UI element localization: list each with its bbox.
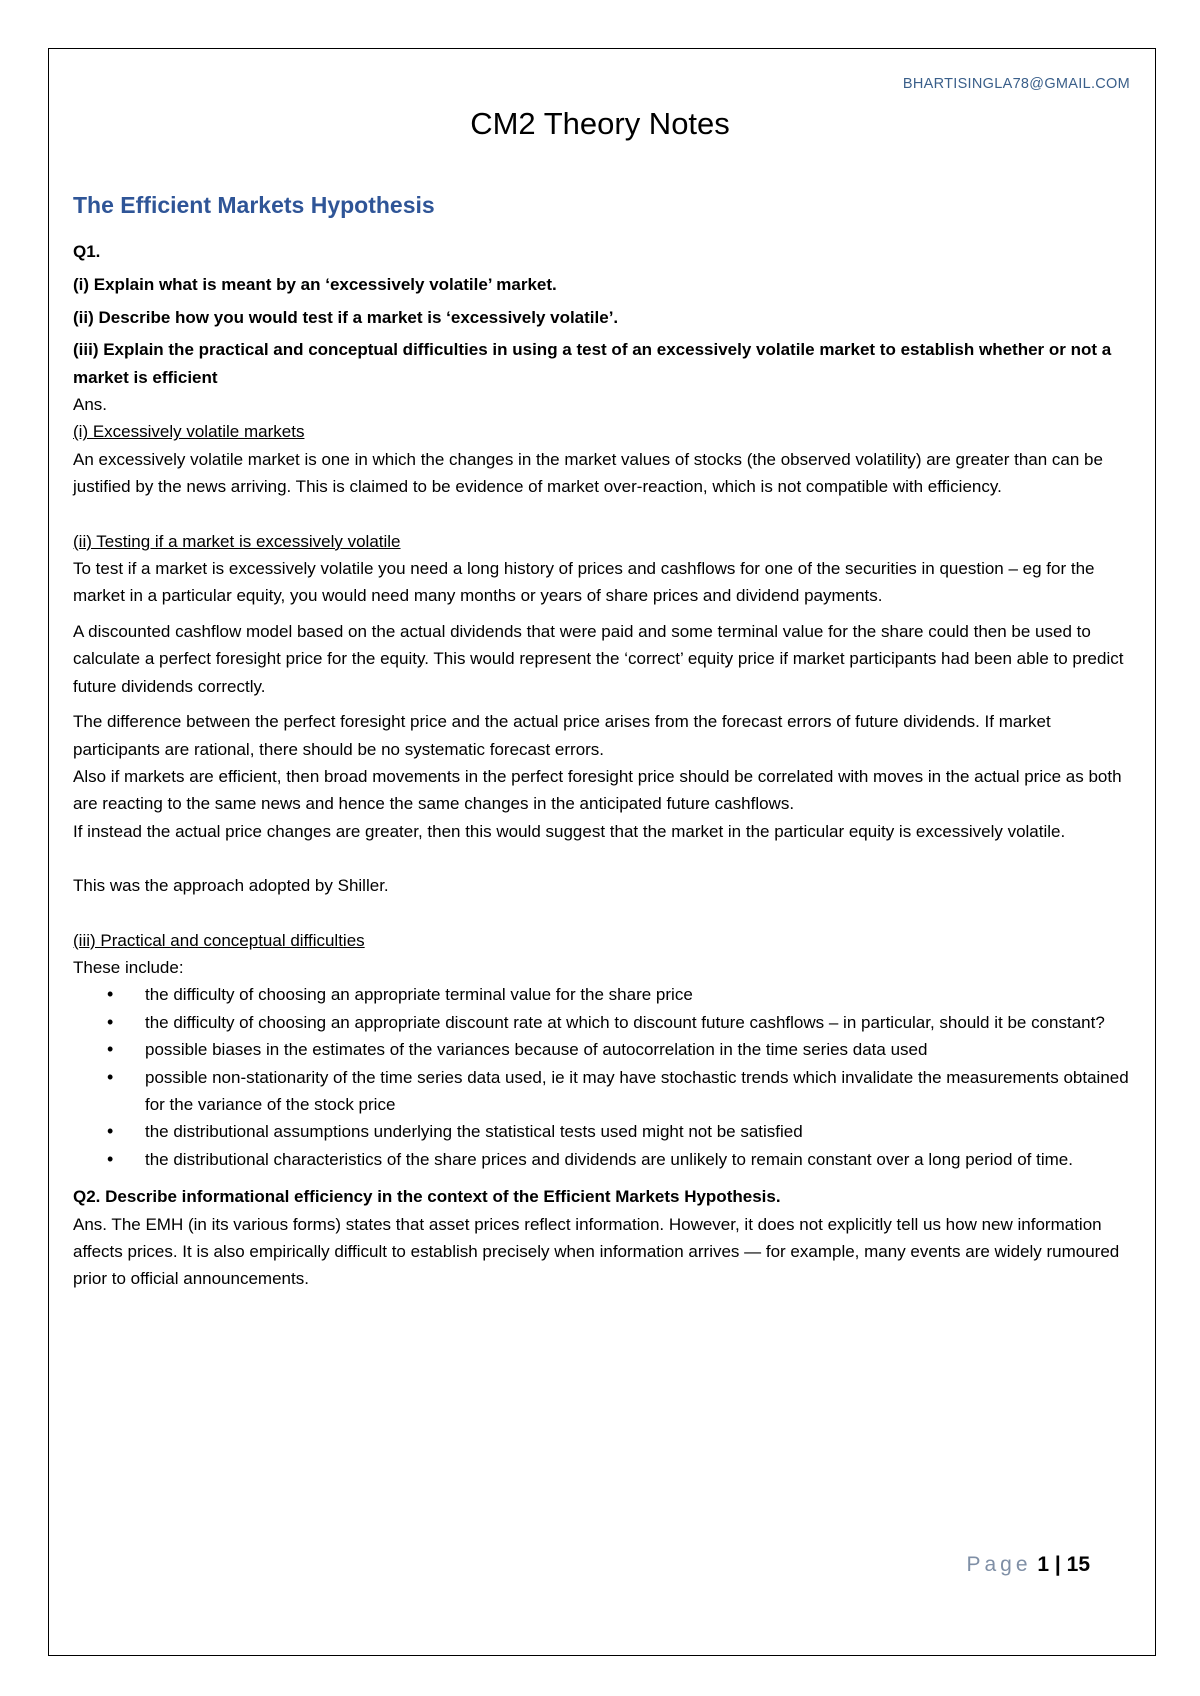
subsection-ii-paragraph-2: A discounted cashflow model based on the actual dividends that were paid and some terminal value for the share could then be used to calculate a perfect foresight price for the equity. This would represent the ‘correct’ equity price if market participants had been able to predict future dividends correctly. [73,621,1124,696]
list-item: • the difficulty of choosing an appropriate discount rate at which to discount future cashflows – in particular, should it be constant? [145,1009,1133,1036]
page-title: CM2 Theory Notes [470,106,730,141]
total-pages: 15 [1066,1553,1090,1576]
question-1-part-ii: (ii) Describe how you would test if a market is ‘excessively volatile’. [73,307,619,327]
subsection-ii-paragraph-4: Also if markets are efficient, then broad movements in the perfect foresight price should be correlated with moves in the actual price as both are reacting to the same news and hence the same changes in the anticipated future cashflows. [73,766,1122,814]
list-item: • the distributional characteristics of the share prices and dividends are unlikely to remain constant over a long period of time. [145,1146,1133,1173]
subsection-ii-paragraph-6: This was the approach adopted by Shiller. [73,876,389,896]
list-item: • the distributional assumptions underlying the statistical tests used might not be satisfied [145,1118,1133,1145]
list-item: • possible non-stationarity of the time series data used, ie it may have stochastic trends which invalidate the measurements obtained for the variance of the stock price [145,1064,1133,1119]
answer-label: Ans. [73,395,108,415]
document-body [73,190,1133,1293]
page-word: Page [966,1553,1032,1576]
difficulties-list [73,981,1133,1173]
question-1-part-iii: (iii) Explain the practical and conceptual difficulties in using a test of an excessively volatile market to establish whether or not a market is efficient [73,340,1112,387]
subsection-iii-intro: These include: [73,957,184,977]
subsection-ii-paragraph-5: If instead the actual price changes are greater, then this would suggest that the market in the particular equity is excessively volatile. [73,821,1066,841]
page-separator: | [1054,1553,1061,1576]
question-1-label: Q1. [73,242,101,261]
subsection-text-i: An excessively volatile market is one in which the changes in the market values of stocks (the observed volatility) are greater than can be justified by the news arriving. This is claimed to be evidence of market over-reaction, which is not compatible with efficiency. [73,449,1103,497]
header-email: BHARTISINGLA78@GMAIL.COM [902,76,1130,92]
subsection-heading-ii: (ii) Testing if a market is excessively volatile [73,531,401,551]
list-item: • possible biases in the estimates of the variances because of autocorrelation in the time series data used [145,1036,1133,1063]
list-item: • the difficulty of choosing an appropriate terminal value for the share price [145,981,1133,1008]
question-1-part-i: (i) Explain what is meant by an ‘excessively volatile’ market. [73,275,557,295]
section-heading: The Efficient Markets Hypothesis [73,192,435,218]
subsection-heading-iii: (iii) Practical and conceptual difficulties [73,930,365,950]
page-number: 1 [1037,1553,1050,1576]
subsection-ii-paragraph-3: The difference between the perfect foresight price and the actual price arises from the forecast errors of future dividends. If market participants are rational, there should be no systematic forecast errors. [73,712,1051,759]
subsection-ii-paragraph-1: To test if a market is excessively volatile you need a long history of prices and cashflows for one of the securities in question – eg for the market in a particular equity, you would need many months or years of share prices and dividend payments. [73,559,1095,606]
question-2-answer: Ans. The EMH (in its various forms) states that asset prices reflect information. However, it does not explicitly tell us how new information affects prices. It is also empirically difficult to establish precisely when information arrives — for example, many events are widely rumoured prior to official announcements. [73,1214,1120,1289]
page-footer [966,1553,1090,1577]
question-2-title: Q2. Describe informational efficiency in the context of the Efficient Markets Hypothesis. [73,1187,781,1207]
subsection-heading-i: (i) Excessively volatile markets [73,422,305,442]
